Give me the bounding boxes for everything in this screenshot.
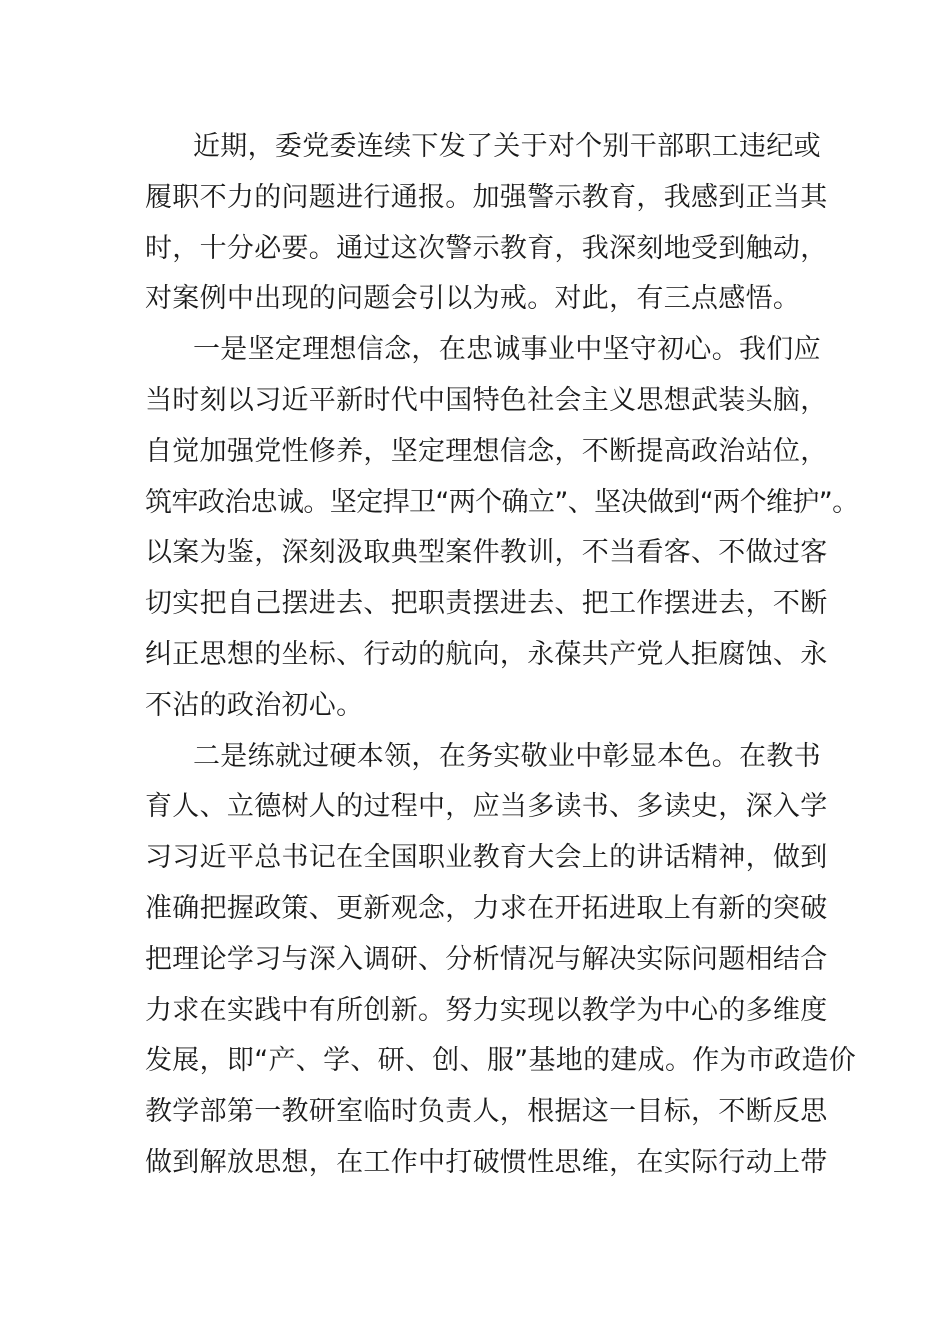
paragraph-2-line: 一是坚定理想信念，在忠诚事业中坚守初心。我们应 [193, 334, 821, 366]
paragraph-2-line: 切实把自己摆进去、把职责摆进去、把工作摆进去，不断 [145, 588, 828, 620]
paragraph-3-line: 教学部第一教研室临时负责人，根据这一目标，不断反思 [145, 1096, 828, 1128]
paragraph-3-line: 习习近平总书记在全国职业教育大会上的讲话精神，做到 [145, 842, 828, 874]
paragraph-3-line: 力求在实践中有所创新。努力实现以教学为中心的多维度 [145, 994, 828, 1026]
paragraph-3-line: 育人、立德树人的过程中，应当多读书、多读史，深入学 [145, 791, 828, 823]
paragraph-1-line: 对案例中出现的问题会引以为戒。对此，有三点感悟。 [145, 283, 801, 315]
paragraph-2-line: 以案为鉴，深刻汲取典型案件教训，不当看客、不做过客 [145, 537, 828, 569]
paragraph-1-line: 近期，委党委连续下发了关于对个别干部职工违纪或 [193, 131, 821, 162]
paragraph-3-line: 准确把握政策、更新观念，力求在开拓进取上有新的突破 [145, 892, 828, 924]
paragraph-2-line: 筑牢政治忠诚。坚定捍卫“两个确立”、坚决做到“两个维护”。 [145, 486, 859, 518]
document-body [145, 122, 859, 1189]
paragraph-2-line: 当时刻以习近平新时代中国特色社会主义思想武装头脑， [145, 384, 828, 416]
paragraph-1-line: 履职不力的问题进行通报。加强警示教育，我感到正当其 [145, 181, 828, 213]
paragraph-3-line: 二是练就过硬本领，在务实敬业中彰显本色。在教书 [193, 740, 821, 772]
paragraph-3-line: 发展，即“产、学、研、创、服”基地的建成。作为市政造价 [145, 1045, 857, 1077]
paragraph-2-line: 纠正思想的坐标、行动的航向，永葆共产党人拒腐蚀、永 [145, 638, 828, 670]
paragraph-3-line: 把理论学习与深入调研、分析情况与解决实际问题相结合 [145, 943, 828, 975]
paragraph-2-line: 自觉加强党性修养，坚定理想信念，不断提高政治站位， [145, 435, 828, 467]
paragraph-2-line: 不沾的政治初心。 [145, 689, 364, 721]
paragraph-1-line: 时，十分必要。通过这次警示教育，我深刻地受到触动， [145, 232, 828, 264]
paragraph-3-line: 做到解放思想，在工作中打破惯性思维，在实际行动上带 [145, 1146, 828, 1178]
